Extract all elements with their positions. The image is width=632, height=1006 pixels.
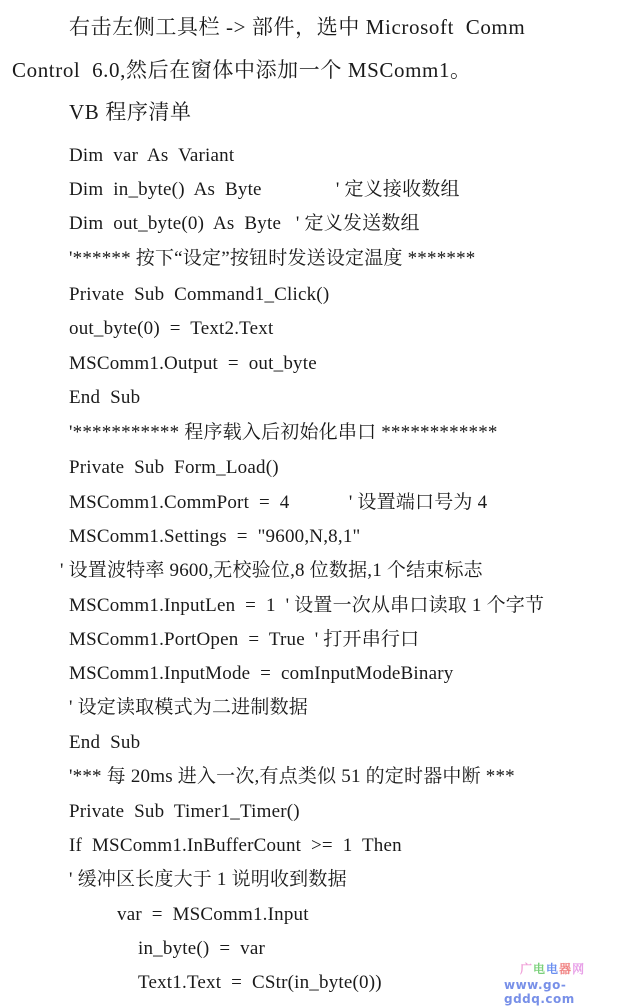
code-line: Private Sub Timer1_Timer() xyxy=(69,801,300,822)
code-line: MSComm1.Settings = "9600,N,8,1" xyxy=(69,526,361,547)
code-line: Private Sub Command1_Click() xyxy=(69,284,330,305)
code-line: '*** 每 20ms 进入一次,有点类似 51 的定时器中断 *** xyxy=(69,766,515,787)
code-line: '*********** 程序载入后初始化串口 ************ xyxy=(69,422,498,443)
code-line: End Sub xyxy=(69,732,141,753)
code-line: MSComm1.InputLen = 1 ' 设置一次从串口读取 1 个字节 xyxy=(69,595,545,616)
code-line: out_byte(0) = Text2.Text xyxy=(69,318,274,339)
code-line: Dim in_byte() As Byte ' 定义接收数组 xyxy=(69,179,460,200)
code-line: MSComm1.PortOpen = True ' 打开串行口 xyxy=(69,629,420,650)
watermark-logo xyxy=(520,960,585,977)
code-line: MSComm1.CommPort = 4 ' 设置端口号为 4 xyxy=(69,492,488,513)
watermark-char: 电 xyxy=(546,962,560,976)
code-line: Dim var As Variant xyxy=(69,145,235,166)
code-line: Private Sub Form_Load() xyxy=(69,457,279,478)
code-line: Dim out_byte(0) As Byte ' 定义发送数组 xyxy=(69,213,420,234)
watermark-char: 器 xyxy=(559,962,573,976)
intro-paragraph-line-2: Control 6.0,然后在窗体中添加一个 MSComm1。 xyxy=(12,58,472,82)
intro-paragraph-line-1: 右击左侧工具栏 -> 部件，选中 Microsoft Comm xyxy=(69,15,526,39)
code-line: If MSComm1.InBufferCount >= 1 Then xyxy=(69,835,402,856)
code-line: ' 缓冲区长度大于 1 说明收到数据 xyxy=(69,869,347,890)
section-heading: VB 程序清单 xyxy=(69,100,192,124)
code-line: MSComm1.Output = out_byte xyxy=(69,353,317,374)
code-line: MSComm1.InputMode = comInputModeBinary xyxy=(69,663,454,684)
code-line: ' 设置波特率 9600,无校验位,8 位数据,1 个结束标志 xyxy=(60,560,483,581)
code-line: End Sub xyxy=(69,387,141,408)
watermark-char: 网 xyxy=(572,962,586,976)
watermark-char: 广 xyxy=(520,962,534,976)
code-line: ' 设定读取模式为二进制数据 xyxy=(69,697,308,718)
watermark-char: 电 xyxy=(533,962,547,976)
code-line: Text1.Text = CStr(in_byte(0)) xyxy=(138,972,382,993)
watermark-url: www.go-gddq.com xyxy=(504,978,575,1006)
code-line: '****** 按下“设定”按钮时发送设定温度 ******* xyxy=(69,248,476,269)
code-line: var = MSComm1.Input xyxy=(117,904,309,925)
code-line: in_byte() = var xyxy=(138,938,266,959)
